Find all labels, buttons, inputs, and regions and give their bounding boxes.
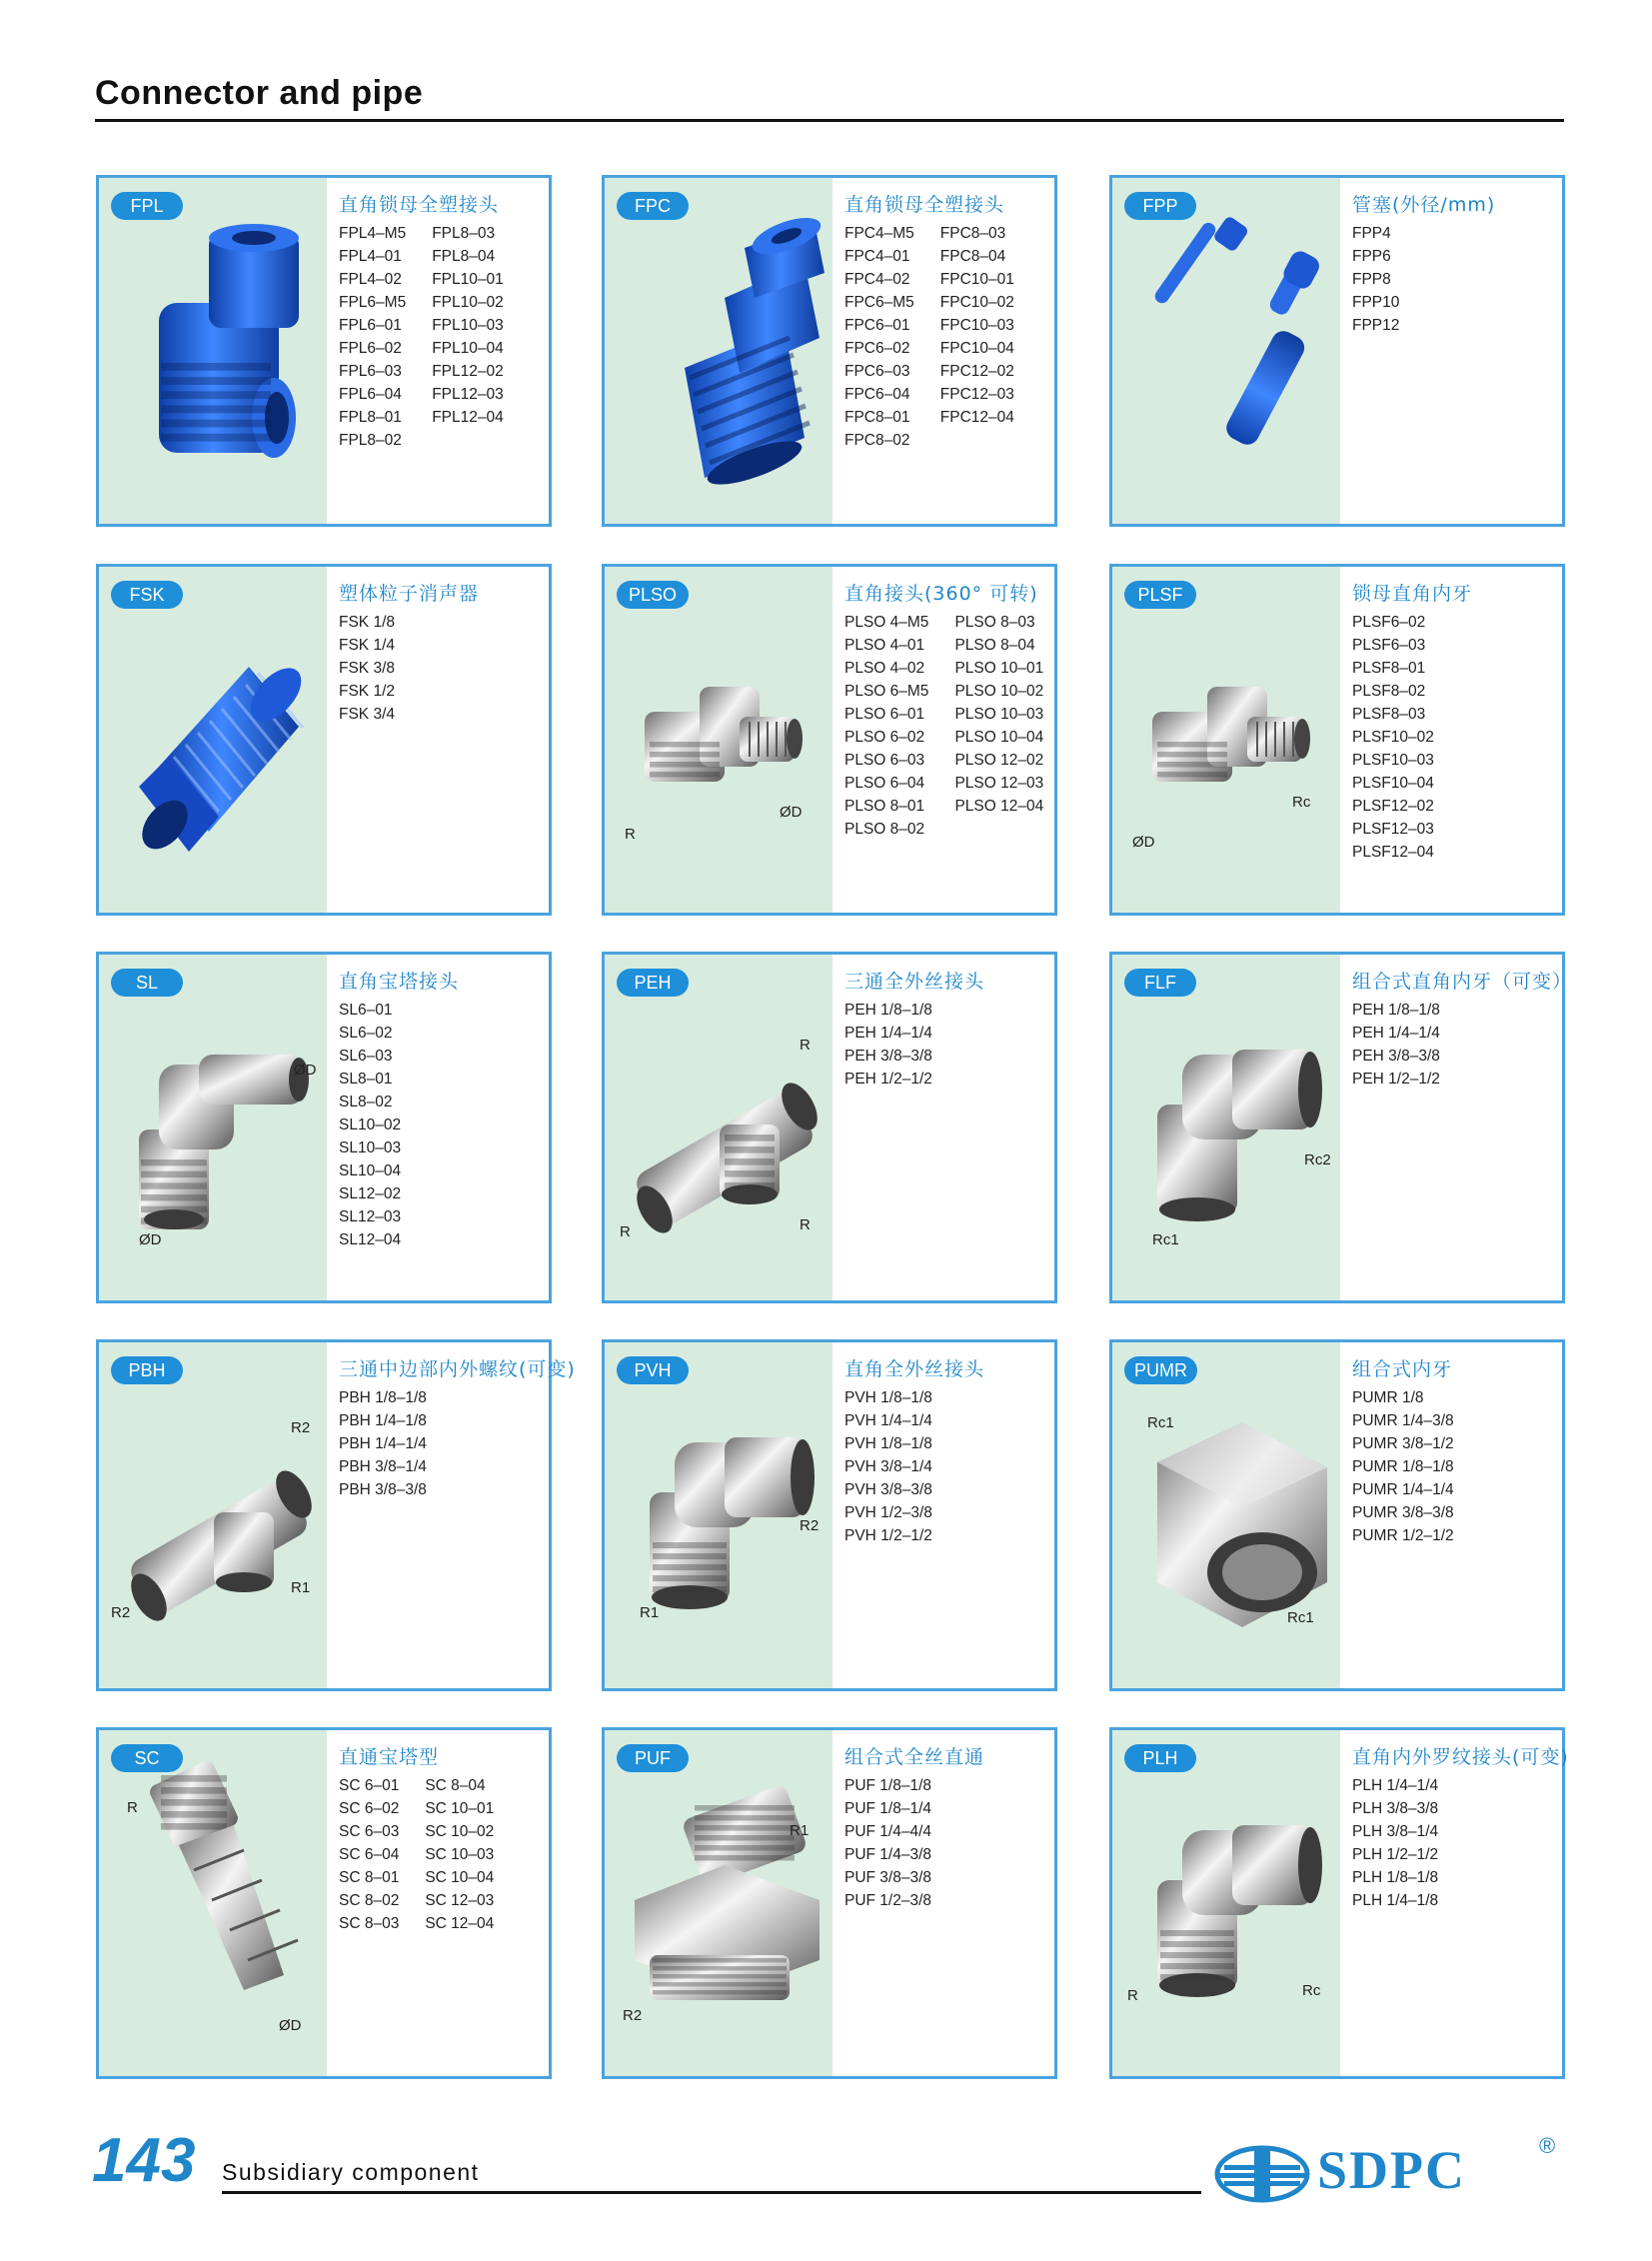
port-label: Rc (1292, 794, 1311, 811)
model-number: SL12–04 (339, 1231, 402, 1248)
product-code-badge: FLF (1124, 969, 1196, 997)
model-number: PLSO 4–01 (844, 637, 925, 654)
model-number: FPC8–02 (844, 432, 910, 449)
product-name-cn: 锁母直角内牙 (1352, 583, 1473, 605)
fitting-illustration (1152, 687, 1310, 782)
model-number: SC 10–03 (425, 1846, 495, 1863)
model-number: FPC6–M5 (844, 294, 914, 311)
port-label: R (127, 1799, 138, 1816)
model-number: PVH 1/2–1/2 (844, 1527, 932, 1544)
model-number: PEH 1/8–1/8 (1352, 1002, 1440, 1019)
model-number: FPL10–04 (432, 340, 504, 357)
model-number: PUMR 1/8 (1352, 1389, 1424, 1406)
fitting-illustration (124, 1464, 319, 1626)
port-label: R1 (790, 1822, 810, 1839)
model-number: PLSO 12–03 (954, 775, 1044, 792)
model-number: PBH 1/4–1/8 (339, 1412, 427, 1429)
model-number: PBH 3/8–1/4 (339, 1458, 427, 1475)
product-name-cn: 塑体粒子消声器 (339, 583, 480, 605)
product-name-cn: 直角锁母全塑接头 (339, 194, 500, 216)
model-column (844, 1774, 931, 1912)
footer-rule (222, 2191, 1201, 2194)
model-number: SL6–02 (339, 1025, 393, 1042)
model-number: FPL8–03 (432, 225, 496, 242)
model-number: FPL6–03 (339, 363, 402, 380)
product-name-cn: 直角锁母全塑接头 (844, 194, 1005, 216)
model-number: FPC12–03 (939, 386, 1014, 403)
model-number: PLSF10–04 (1352, 775, 1434, 792)
product-name-cn: 组合式直角内牙（可变） (1352, 971, 1573, 993)
fitting-image (1112, 567, 1340, 913)
model-number: SL10–02 (339, 1117, 402, 1133)
model-column (339, 1386, 427, 1501)
model-list (339, 999, 401, 1251)
port-label: Rc1 (1147, 1414, 1174, 1431)
model-number: SL10–04 (339, 1162, 402, 1179)
model-number: FPP10 (1352, 294, 1400, 311)
product-name-cn: 组合式全丝直通 (844, 1746, 985, 1768)
model-number: PLSF6–02 (1352, 614, 1426, 631)
model-column (844, 999, 932, 1091)
model-number: PEH 1/2–1/2 (844, 1071, 932, 1088)
model-number: SC 12–03 (425, 1892, 495, 1909)
fitting-illustration (1157, 1050, 1322, 1221)
model-number: PEH 3/8–3/8 (844, 1048, 932, 1065)
model-number: FPL8–04 (432, 248, 496, 265)
fitting-image (1112, 178, 1340, 524)
model-number: PEH 1/4–1/4 (1352, 1025, 1440, 1042)
model-number: PLSF12–02 (1352, 798, 1434, 815)
model-number: PUMR 3/8–1/2 (1352, 1435, 1454, 1452)
product-code-badge: PEH (617, 969, 689, 997)
port-label: ØD (139, 1231, 162, 1248)
model-number: FPC6–01 (844, 317, 910, 334)
port-label: ØD (279, 2017, 302, 2034)
model-number: FPL4–02 (339, 271, 402, 288)
model-number: SL8–01 (339, 1071, 393, 1088)
product-name-cn: 直通宝塔型 (339, 1746, 440, 1768)
model-list (339, 1774, 494, 1935)
model-list (1352, 1774, 1438, 1912)
product-code-badge: PVH (617, 1356, 689, 1384)
model-number: PLSO 6–01 (844, 706, 925, 723)
model-number: FPL6–01 (339, 317, 402, 334)
product-code-badge: PLSO (617, 581, 689, 609)
product-card-pumr (1109, 1339, 1565, 1691)
model-number: SC 10–02 (425, 1823, 495, 1840)
model-number: PLSO 6–02 (844, 729, 925, 746)
product-card-fsk (96, 564, 552, 916)
product-name-cn: 三通全外丝接头 (844, 971, 985, 993)
model-number: PVH 3/8–3/8 (844, 1481, 932, 1498)
model-number: PVH 1/4–1/4 (844, 1412, 932, 1429)
model-number: FPP4 (1352, 225, 1391, 242)
port-label: R2 (623, 2007, 643, 2024)
port-label: ØD (294, 1062, 317, 1079)
product-code-badge: FPC (617, 192, 689, 220)
model-number: SL6–01 (339, 1002, 393, 1019)
model-list (1352, 1386, 1454, 1547)
product-card-plsf (1109, 564, 1565, 916)
title-rule (95, 119, 1564, 122)
product-code-badge: PUMR (1124, 1356, 1197, 1384)
model-number: FPC10–02 (939, 294, 1014, 311)
model-number: SL12–03 (339, 1208, 402, 1225)
model-number: PLSF8–03 (1352, 706, 1426, 723)
model-number: PLSO 8–01 (844, 798, 925, 815)
model-number: PBH 1/4–1/4 (339, 1435, 427, 1452)
product-code-badge: FPL (111, 192, 183, 220)
model-list (844, 1774, 931, 1912)
model-number: FPC8–03 (939, 225, 1006, 242)
model-list (1352, 611, 1434, 864)
model-number: PLSF12–04 (1352, 844, 1434, 861)
model-number: PLSO 10–03 (954, 706, 1044, 723)
model-column (1352, 999, 1440, 1091)
model-number: PUF 1/4–4/4 (844, 1823, 932, 1840)
model-number: FPL8–02 (339, 432, 402, 449)
model-column (954, 611, 1043, 841)
product-name-cn: 组合式内牙 (1352, 1358, 1453, 1380)
model-number: PBH 1/8–1/8 (339, 1389, 427, 1406)
product-card-plh (1109, 1727, 1569, 2079)
port-label: R1 (291, 1579, 311, 1596)
model-column (339, 999, 401, 1251)
model-number: FPL6–04 (339, 386, 402, 403)
model-number: PLH 1/4–1/8 (1352, 1892, 1439, 1909)
model-number: SC 10–01 (425, 1800, 495, 1817)
registered-mark: ® (1539, 2133, 1556, 2158)
fitting-image (99, 567, 327, 913)
model-number: SC 8–04 (425, 1777, 486, 1794)
model-number: FPC10–03 (939, 317, 1014, 334)
model-column (940, 222, 1014, 452)
fitting-image (1112, 1730, 1340, 2076)
model-number: PEH 3/8–3/8 (1352, 1048, 1440, 1065)
model-list (339, 222, 504, 452)
port-label: R2 (111, 1604, 131, 1621)
model-number: SC 10–04 (425, 1869, 495, 1886)
product-code-badge: PLH (1124, 1744, 1196, 1772)
model-column (425, 1774, 494, 1935)
model-column (844, 611, 928, 841)
page-title: Connector and pipe (95, 74, 424, 112)
model-list (844, 222, 1014, 452)
fitting-image (605, 567, 832, 913)
model-number: SC 6–02 (339, 1800, 400, 1817)
model-number: PUF 3/8–3/8 (844, 1869, 932, 1886)
model-number: FPC10–01 (939, 271, 1014, 288)
model-number: PLSO 12–02 (954, 752, 1044, 769)
product-code-badge: SL (111, 969, 183, 997)
model-number: PLSF8–02 (1352, 683, 1426, 700)
model-number: FSK 1/8 (339, 614, 395, 631)
model-column (339, 611, 395, 726)
model-number: PUMR 1/4–1/4 (1352, 1481, 1454, 1498)
product-code-badge: PBH (111, 1356, 183, 1384)
product-card-flf (1109, 952, 1573, 1303)
fitting-illustration (685, 211, 826, 494)
model-number: FPC6–04 (844, 386, 910, 403)
model-number: PLSF10–03 (1352, 752, 1434, 769)
model-number: FPL6–M5 (339, 294, 407, 311)
model-number: PUMR 1/4–3/8 (1352, 1412, 1454, 1429)
model-column (1352, 222, 1399, 337)
port-label: R (800, 1037, 811, 1054)
model-number: FPC6–03 (844, 363, 910, 380)
model-number: PLH 3/8–3/8 (1352, 1800, 1439, 1817)
model-number: PLSO 12–04 (954, 798, 1044, 815)
model-list (1352, 999, 1440, 1091)
product-card-fpp (1109, 175, 1565, 527)
product-name-cn: 直角全外丝接头 (844, 1358, 985, 1380)
model-number: PLH 1/4–1/4 (1352, 1777, 1439, 1794)
product-card-peh (602, 952, 1057, 1303)
model-number: FSK 1/2 (339, 683, 395, 700)
model-number: PLSO 10–04 (954, 729, 1044, 746)
model-number: PEH 1/8–1/8 (844, 1002, 932, 1019)
model-number: SC 12–04 (425, 1915, 495, 1932)
model-number: FPP12 (1352, 317, 1400, 334)
model-number: PEH 1/4–1/4 (844, 1025, 932, 1042)
model-number: FPC4–M5 (844, 225, 914, 242)
model-number: PVH 1/8–1/8 (844, 1389, 932, 1406)
model-number: PVH 3/8–1/4 (844, 1458, 932, 1475)
footer-section-title: Subsidiary component (222, 2159, 480, 2185)
port-label: Rc1 (1287, 1609, 1314, 1626)
model-number: PLSO 10–02 (954, 683, 1044, 700)
fitting-image (99, 955, 327, 1300)
model-number: PUF 1/8–1/4 (844, 1800, 932, 1817)
product-name-cn: 直角宝塔接头 (339, 971, 460, 993)
model-number: FPP8 (1352, 271, 1391, 288)
model-number: SL6–03 (339, 1048, 393, 1065)
product-code-badge: PLSF (1124, 581, 1196, 609)
fitting-image (99, 1342, 327, 1688)
fitting-image (605, 178, 832, 524)
model-number: PLSF6–03 (1352, 637, 1426, 654)
product-card-fpl (96, 175, 552, 527)
model-number: PVH 1/2–3/8 (844, 1504, 932, 1521)
port-label: R2 (291, 1419, 311, 1436)
model-list (339, 611, 395, 726)
product-code-badge: FSK (111, 581, 183, 609)
fitting-illustration (1157, 1825, 1322, 1997)
model-number: PUF 1/8–1/8 (844, 1777, 932, 1794)
model-number: PLSO 6–M5 (844, 683, 929, 700)
fitting-illustration (1157, 1422, 1327, 1627)
port-label: Rc (1302, 1982, 1321, 1999)
port-label: R (620, 1223, 631, 1240)
fitting-image (605, 1730, 832, 2076)
port-label: Rc2 (1304, 1151, 1331, 1168)
port-label: ØD (1132, 834, 1155, 851)
model-number: PLSF8–01 (1352, 660, 1426, 677)
model-number: PUMR 3/8–3/8 (1352, 1504, 1454, 1521)
model-number: SL10–03 (339, 1139, 402, 1156)
model-number: PLSO 8–02 (844, 821, 925, 838)
model-list (844, 611, 1043, 841)
model-number: FPC8–04 (939, 248, 1006, 265)
model-number: FPL10–01 (432, 271, 504, 288)
model-number: PLH 1/8–1/8 (1352, 1869, 1439, 1886)
model-number: PLSO 4–M5 (844, 614, 929, 631)
model-number: PLSF12–03 (1352, 821, 1434, 838)
product-card-pbh (96, 1339, 576, 1691)
model-column (1352, 1774, 1438, 1912)
model-number: PLSO 8–03 (954, 614, 1035, 631)
fitting-illustration (139, 1055, 309, 1229)
port-label: R (625, 826, 636, 843)
model-number: SL8–02 (339, 1094, 393, 1111)
fitting-illustration (635, 1783, 820, 2000)
model-number: FPL8–01 (339, 409, 402, 426)
product-name-cn: 直角接头(360° 可转) (844, 583, 1038, 605)
port-label: Rc1 (1152, 1231, 1179, 1248)
port-label: R1 (640, 1604, 660, 1621)
fitting-image (605, 955, 832, 1300)
fitting-image (1112, 955, 1340, 1300)
fitting-illustration (650, 1437, 815, 1609)
model-number: FSK 1/4 (339, 637, 395, 654)
model-number: PEH 1/2–1/2 (1352, 1071, 1440, 1088)
product-name-cn: 管塞(外径/mm) (1352, 194, 1496, 216)
model-number: FPC12–02 (939, 363, 1014, 380)
fitting-image (99, 1730, 327, 2076)
model-number: SC 8–03 (339, 1915, 400, 1932)
model-number: FPC12–04 (939, 409, 1014, 426)
model-column (339, 222, 406, 452)
model-number: FSK 3/8 (339, 660, 395, 677)
fitting-image (605, 1342, 832, 1688)
model-number: FPC6–02 (844, 340, 910, 357)
model-number: PLSO 10–01 (954, 660, 1044, 677)
model-number: PLH 3/8–1/4 (1352, 1823, 1439, 1840)
fitting-illustration (147, 1758, 298, 1990)
model-number: SC 8–02 (339, 1892, 400, 1909)
port-label: R (1127, 1987, 1138, 2004)
model-number: PLSO 8–04 (954, 637, 1035, 654)
model-number: FPL10–02 (432, 294, 504, 311)
model-column (1352, 1386, 1454, 1547)
model-column (844, 222, 914, 452)
port-label: ØD (780, 804, 803, 821)
model-list (844, 999, 932, 1091)
fitting-illustration (133, 659, 311, 858)
model-number: SL12–02 (339, 1185, 402, 1202)
page-number: 143 (92, 2126, 196, 2195)
model-number: PUMR 1/2–1/2 (1352, 1527, 1454, 1544)
model-number: SC 8–01 (339, 1869, 400, 1886)
model-number: FPL6–02 (339, 340, 402, 357)
product-card-sl (96, 952, 552, 1303)
model-column (1352, 611, 1434, 864)
model-number: FPP6 (1352, 248, 1391, 265)
fitting-illustration (159, 224, 299, 458)
model-number: FPC4–02 (844, 271, 910, 288)
model-number: FSK 3/4 (339, 706, 395, 723)
model-number: PUF 1/4–3/8 (844, 1846, 932, 1863)
model-number: SC 6–04 (339, 1846, 400, 1863)
product-name-cn: 三通中边部内外螺纹(可变) (339, 1358, 576, 1380)
model-number: PLH 1/2–1/2 (1352, 1846, 1439, 1863)
product-code-badge: PUF (617, 1744, 689, 1772)
model-number: PUF 1/2–3/8 (844, 1892, 932, 1909)
model-number: FPC10–04 (939, 340, 1014, 357)
model-number: PLSO 4–02 (844, 660, 925, 677)
model-number: FPL10–03 (432, 317, 504, 334)
port-label: R2 (800, 1517, 820, 1534)
model-number: PLSO 6–03 (844, 752, 925, 769)
fitting-illustration (1152, 215, 1322, 449)
model-number: PUMR 1/8–1/8 (1352, 1458, 1454, 1475)
model-number: SC 6–01 (339, 1777, 400, 1794)
fitting-image (99, 178, 327, 524)
model-number: PLSO 6–04 (844, 775, 925, 792)
model-number: PVH 1/8–1/8 (844, 1435, 932, 1452)
brand-name: SDPC (1317, 2140, 1467, 2200)
product-code-badge: FPP (1124, 192, 1196, 220)
model-number: FPC8–01 (844, 409, 910, 426)
model-column (432, 222, 504, 452)
product-card-puf (602, 1727, 1057, 2079)
fitting-illustration (630, 1077, 825, 1238)
product-card-sc (96, 1727, 552, 2079)
model-list (844, 1386, 932, 1547)
product-card-plso (602, 564, 1057, 916)
model-column (844, 1386, 932, 1547)
model-number: PLSF10–02 (1352, 729, 1434, 746)
model-number: FPL12–02 (432, 363, 504, 380)
model-number: SC 6–03 (339, 1823, 400, 1840)
fitting-image (1112, 1342, 1340, 1688)
model-number: FPL4–01 (339, 248, 402, 265)
model-number: FPL12–03 (432, 386, 504, 403)
model-number: FPC4–01 (844, 248, 910, 265)
model-number: PBH 3/8–3/8 (339, 1481, 427, 1498)
model-list (1352, 222, 1399, 337)
product-card-pvh (602, 1339, 1057, 1691)
model-list (339, 1386, 427, 1501)
model-number: FPL12–04 (432, 409, 504, 426)
fitting-illustration (645, 687, 803, 782)
product-card-fpc (602, 175, 1057, 527)
port-label: R (800, 1216, 811, 1233)
model-column (339, 1774, 399, 1935)
model-number: FPL4–M5 (339, 225, 407, 242)
product-code-badge: SC (111, 1744, 183, 1772)
product-name-cn: 直角内外罗纹接头(可变) (1352, 1746, 1569, 1768)
